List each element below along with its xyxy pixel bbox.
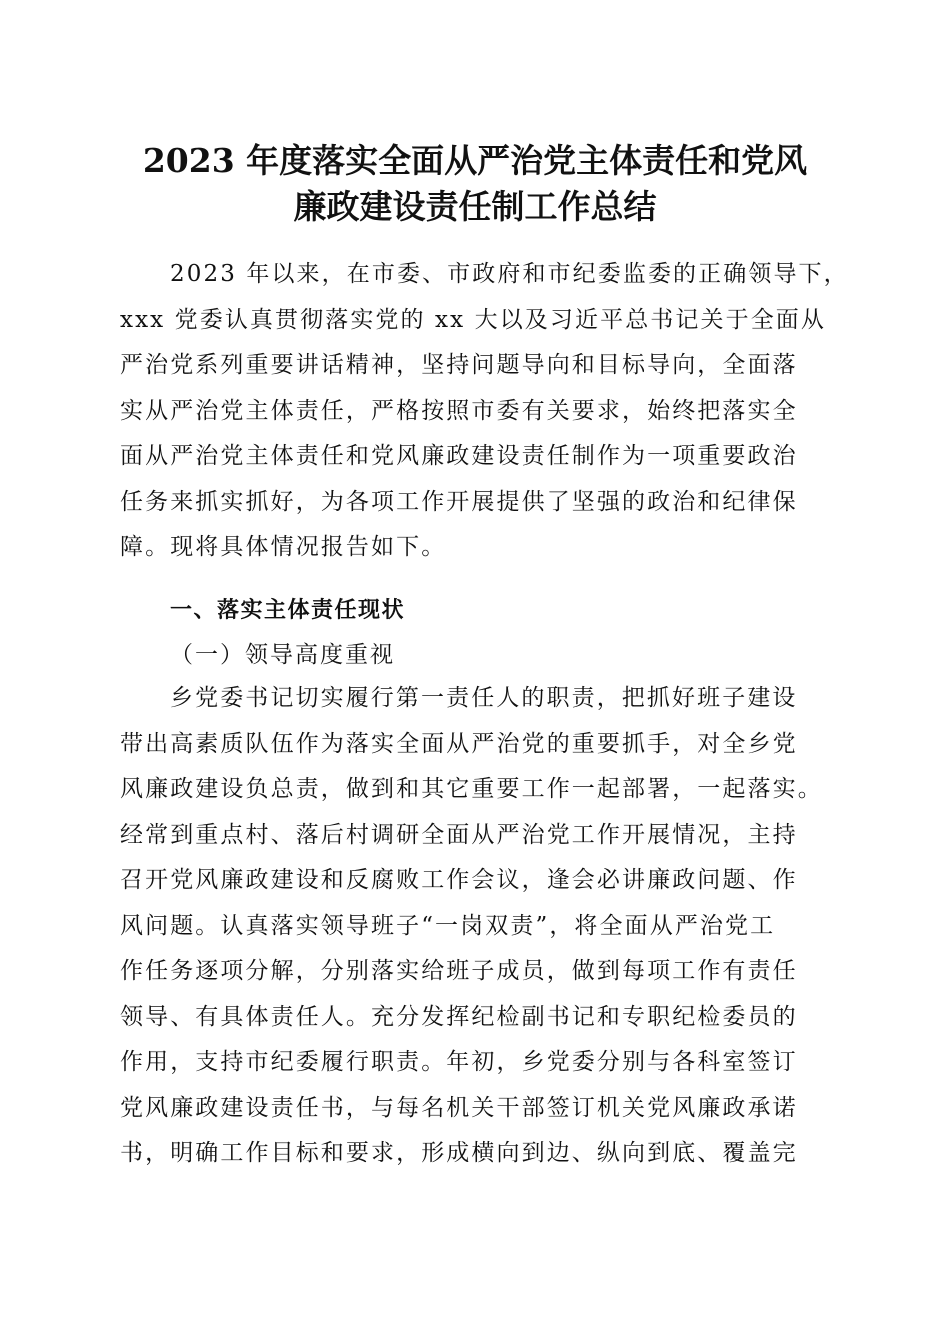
- section-heading: 一、落实主体责任现状: [170, 598, 406, 623]
- section-paragraph: [120, 676, 832, 1177]
- paragraph-line: 领导、有具体责任人。充分发挥纪检副书记和专职纪检委员的: [120, 1003, 798, 1030]
- intro-paragraph: [120, 252, 849, 571]
- paragraph-line: 风问题。认真落实领导班子“一岗双责”，将全面从严治党工: [120, 912, 776, 939]
- document-title: [80, 138, 870, 230]
- paragraph-line: 党风廉政建设责任书，与每名机关干部签订机关党风廉政承诺: [120, 1094, 798, 1121]
- paragraph-line: 带出高素质队伍作为落实全面从严治党的重要抓手，对全乡党: [120, 730, 798, 757]
- paragraph-line: 2023 年以来，在市委、市政府和市纪委监委的正确领导下，: [170, 261, 849, 287]
- paragraph-line: 面从严治党主体责任和党风廉政建设责任制作为一项重要政治: [120, 443, 798, 469]
- paragraph-line: 乡党委书记切实履行第一责任人的职责，把抓好班子建设: [170, 685, 798, 711]
- paragraph-line: 障。现将具体情况报告如下。: [120, 534, 447, 560]
- paragraph-line: xxx 党委认真贯彻落实党的 xx 大以及习近平总书记关于全面从: [120, 306, 826, 333]
- paragraph-line: 任务来抓实抓好，为各项工作开展提供了坚强的政治和纪律保: [120, 488, 798, 515]
- paragraph-line: 严治党系列重要讲话精神，坚持问题导向和目标导向，全面落: [120, 352, 798, 378]
- title-line: 廉政建设责任制工作总结: [293, 187, 657, 226]
- paragraph-line: 实从严治党主体责任，严格按照市委有关要求，始终把落实全: [120, 397, 798, 424]
- paragraph-line: 经常到重点村、落后村调研全面从严治党工作开展情况，主持: [120, 821, 798, 848]
- paragraph-line: 风廉政建设负总责，做到和其它重要工作一起部署，一起落实。: [120, 776, 823, 802]
- paragraph-line: 作任务逐项分解，分别落实给班子成员，做到每项工作有责任: [120, 958, 798, 984]
- subsection-heading: （一）领导高度重视: [170, 642, 395, 668]
- paragraph-line: 作用，支持市纪委履行职责。年初，乡党委分别与各科室签订: [120, 1049, 798, 1075]
- title-line: 2023 年度落实全面从严治党主体责任和党风: [142, 141, 808, 180]
- paragraph-line: 书，明确工作目标和要求，形成横向到边、纵向到底、覆盖完: [120, 1140, 798, 1166]
- paragraph-line: 召开党风廉政建设和反腐败工作会议，逢会必讲廉政问题、作: [120, 867, 798, 893]
